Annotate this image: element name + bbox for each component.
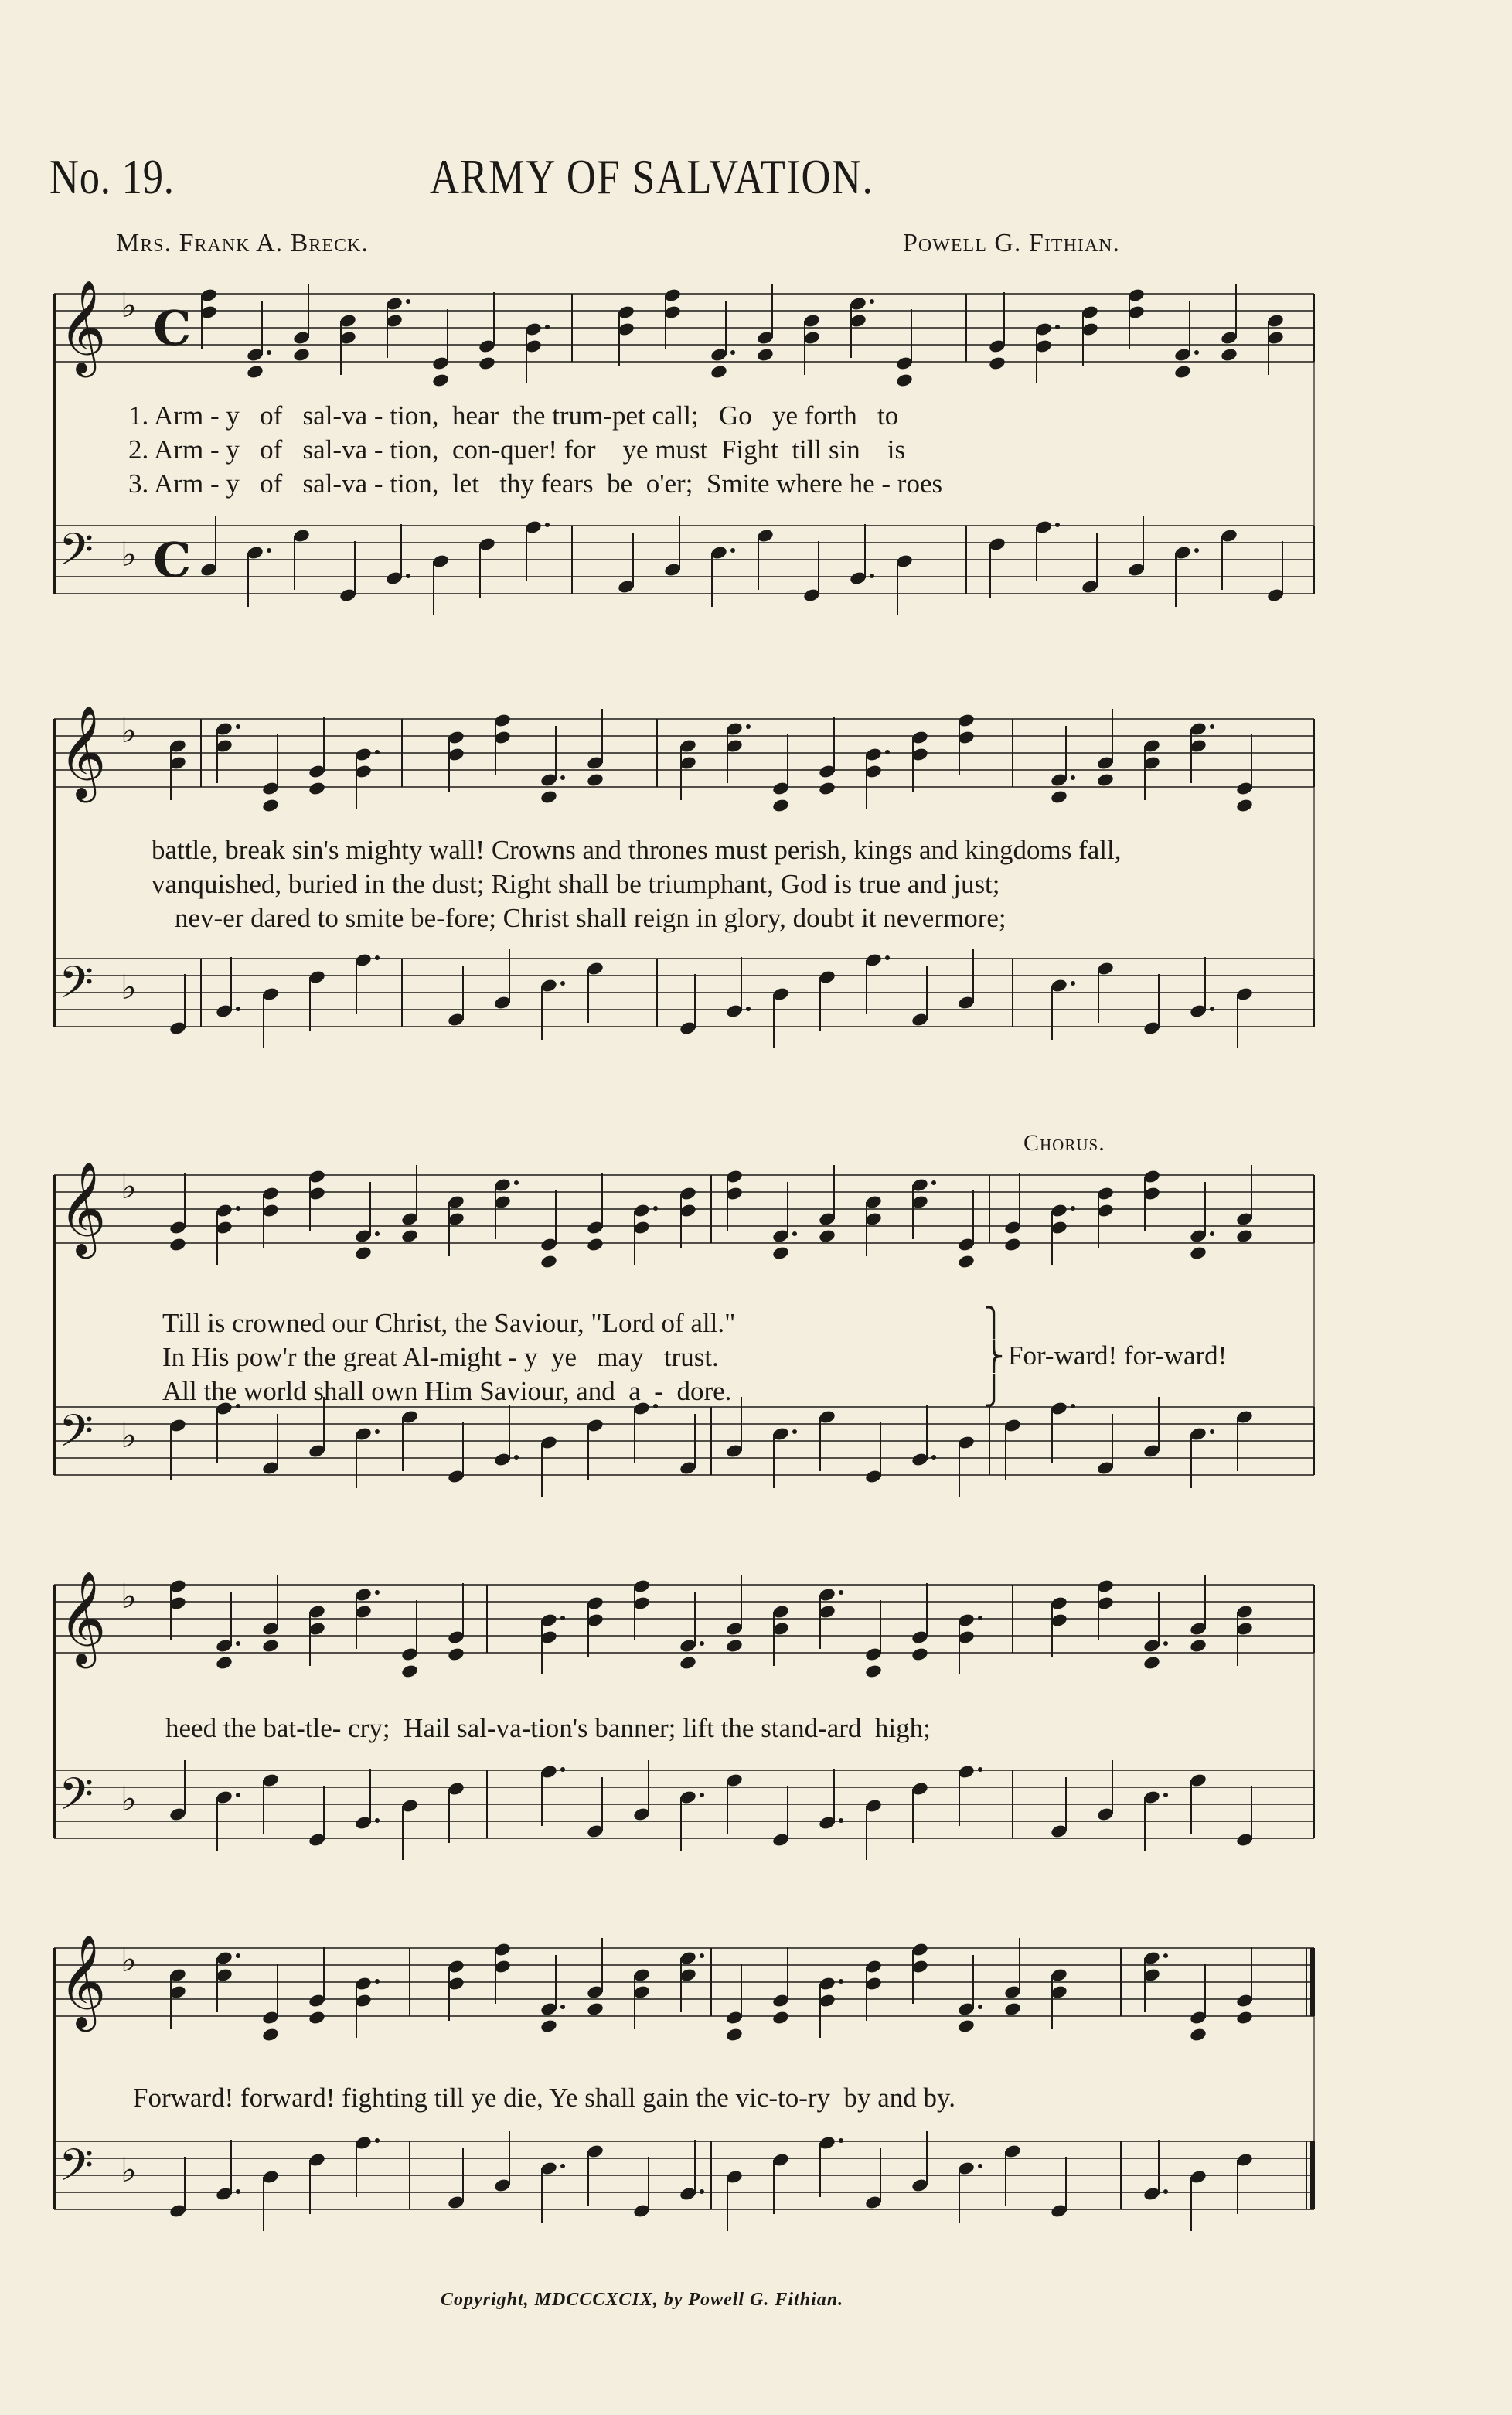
notehead-icon: [354, 1245, 373, 1261]
treble-clef-icon: 𝄞: [59, 704, 107, 799]
notehead-icon: [261, 798, 280, 813]
bass-clef-icon: 𝄢: [59, 2139, 94, 2202]
flat-icon: ♭: [121, 286, 137, 325]
notehead-icon: [215, 1655, 233, 1671]
notehead-icon: [771, 798, 790, 813]
notehead-icon: [1143, 1655, 1161, 1671]
hymn-title: ARMY OF SALVATION.: [430, 149, 874, 204]
dot-icon: [746, 1007, 751, 1011]
notehead-icon: [911, 1647, 929, 1662]
dot-icon: [1194, 350, 1199, 355]
dot-icon: [236, 1793, 240, 1797]
dot-icon: [1210, 1231, 1214, 1236]
dot-icon: [839, 2138, 843, 2143]
chorus-label: Chorus.: [1023, 1130, 1105, 1156]
notehead-icon: [725, 1638, 744, 1654]
dot-icon: [792, 1429, 797, 1434]
notehead-icon: [400, 1228, 419, 1244]
dot-icon: [978, 2005, 982, 2009]
notehead-icon: [771, 1245, 790, 1261]
treble-clef-icon: 𝄞: [59, 1160, 107, 1255]
flat-icon: ♭: [121, 535, 137, 574]
notehead-icon: [957, 2018, 976, 2034]
dot-icon: [1071, 981, 1075, 986]
dot-icon: [730, 548, 735, 553]
dot-icon: [236, 1641, 240, 1646]
lyric-line: All the world shall own Him Saviour, and a - dore.: [162, 1376, 732, 1406]
common-time-icon: C: [153, 532, 192, 588]
notehead-icon: [957, 1254, 976, 1269]
bass-clef-icon: 𝄢: [59, 1768, 94, 1831]
notehead-icon: [431, 373, 450, 388]
notehead-icon: [1050, 789, 1068, 805]
notehead-icon: [818, 781, 836, 796]
notehead-icon: [261, 1638, 280, 1654]
dot-icon: [514, 1455, 519, 1460]
lyric-line: nev-er dared to smite be-fore; Christ shall reign in glory, doubt it nevermore;: [175, 903, 1006, 933]
lyric-line: Forward! forward! fighting till ye die, Ye shall gain the vic-to-ry by and by.: [133, 2083, 956, 2113]
dot-icon: [700, 1641, 704, 1646]
dot-icon: [746, 724, 751, 729]
notehead-icon: [771, 2010, 790, 2025]
notehead-icon: [1189, 2027, 1207, 2042]
composer-credit: Powell G. Fithian.: [903, 229, 1120, 257]
dot-icon: [236, 1007, 240, 1011]
treble-clef-icon: 𝄞: [59, 1570, 107, 1664]
lyric-brace: ⎭: [983, 1375, 1004, 1406]
dot-icon: [375, 2138, 380, 2143]
dot-icon: [1071, 775, 1075, 780]
notehead-icon: [246, 364, 264, 380]
dot-icon: [700, 2189, 704, 2194]
dot-icon: [870, 299, 874, 304]
dot-icon: [545, 523, 550, 527]
notehead-icon: [1173, 364, 1192, 380]
dot-icon: [978, 1616, 982, 1620]
dot-icon: [1163, 2189, 1168, 2194]
bass-clef-icon: 𝄢: [59, 523, 94, 587]
notehead-icon: [988, 356, 1006, 371]
dot-icon: [236, 1953, 240, 1958]
dot-icon: [1210, 1429, 1214, 1434]
notehead-icon: [1235, 1228, 1254, 1244]
dot-icon: [375, 1429, 380, 1434]
treble-clef-icon: 𝄞: [59, 1933, 107, 2028]
dot-icon: [375, 1818, 380, 1823]
notehead-icon: [586, 1237, 604, 1252]
lyric-brace: ⎬: [983, 1341, 1004, 1372]
notehead-icon: [308, 2010, 326, 2025]
notehead-icon: [169, 1237, 187, 1252]
dot-icon: [375, 750, 380, 754]
dot-icon: [1163, 1641, 1168, 1646]
bass-clef-icon: 𝄢: [59, 956, 94, 1020]
notehead-icon: [586, 2001, 604, 2017]
lyric-line: Till is crowned our Christ, the Saviour, "Lord of all.": [162, 1308, 736, 1338]
dot-icon: [236, 1206, 240, 1211]
notehead-icon: [895, 373, 914, 388]
refrain-lyric: For-ward! for-ward!: [1008, 1340, 1228, 1371]
notehead-icon: [540, 2018, 558, 2034]
notehead-icon: [710, 364, 728, 380]
notehead-icon: [447, 1647, 465, 1662]
notehead-icon: [679, 1655, 697, 1671]
flat-icon: ♭: [121, 968, 137, 1007]
notehead-icon: [586, 772, 604, 788]
flat-icon: ♭: [121, 1780, 137, 1819]
notehead-icon: [308, 781, 326, 796]
dot-icon: [931, 1180, 936, 1185]
flat-icon: ♭: [121, 1167, 137, 1207]
notehead-icon: [725, 2027, 744, 2042]
notehead-icon: [1003, 2001, 1022, 2017]
dot-icon: [978, 2164, 982, 2168]
bass-clef-icon: 𝄢: [59, 1405, 94, 1468]
dot-icon: [236, 2189, 240, 2194]
dot-icon: [700, 1953, 704, 1958]
flat-icon: ♭: [121, 1940, 137, 1980]
dot-icon: [514, 1180, 519, 1185]
dot-icon: [1071, 1206, 1075, 1211]
dot-icon: [560, 775, 565, 780]
dot-icon: [730, 350, 735, 355]
lyric-line: vanquished, buried in the dust; Right shall be triumphant, God is true and just;: [152, 869, 1000, 899]
lyricist-credit: Mrs. Frank A. Breck.: [116, 229, 369, 257]
dot-icon: [931, 1455, 936, 1460]
lyric-line: In His pow'r the great Al-might - y ye may trust.: [162, 1342, 719, 1372]
dot-icon: [839, 1979, 843, 1984]
notehead-icon: [756, 347, 775, 363]
dot-icon: [560, 1616, 565, 1620]
lyric-line: 3. Arm - y of sal-va - tion, let thy fears be o'er; Smite where he - roes: [128, 468, 943, 499]
copyright-notice: Copyright, MDCCCXCIX, by Powell G. Fithian.: [441, 2290, 844, 2310]
notehead-icon: [540, 789, 558, 805]
notehead-icon: [1096, 772, 1115, 788]
dot-icon: [267, 350, 271, 355]
dot-icon: [267, 548, 271, 553]
dot-icon: [1071, 1404, 1075, 1408]
dot-icon: [792, 1231, 797, 1236]
dot-icon: [870, 574, 874, 578]
notehead-icon: [1220, 347, 1238, 363]
lyric-line: battle, break sin's mighty wall! Crowns and thrones must perish, kings and kingdoms fall,: [152, 835, 1122, 865]
dot-icon: [978, 1767, 982, 1772]
dot-icon: [1210, 1007, 1214, 1011]
flat-icon: ♭: [121, 2151, 137, 2190]
dot-icon: [1055, 325, 1060, 329]
notehead-icon: [818, 1228, 836, 1244]
lyric-line: 2. Arm - y of sal-va - tion, con-quer! for ye must Fight till sin is: [128, 434, 906, 465]
dot-icon: [375, 1979, 380, 1984]
notehead-icon: [1189, 1638, 1207, 1654]
dot-icon: [236, 724, 240, 729]
notehead-icon: [1189, 1245, 1207, 1261]
dot-icon: [1210, 724, 1214, 729]
lyric-brace: ⎫: [983, 1307, 1004, 1338]
notehead-icon: [864, 1664, 883, 1679]
dot-icon: [375, 1590, 380, 1595]
lyric-line: heed the bat-tle- cry; Hail sal-va-tion's banner; lift the stand-ard high;: [165, 1713, 931, 1743]
dot-icon: [839, 1818, 843, 1823]
notehead-icon: [478, 356, 496, 371]
dot-icon: [375, 955, 380, 960]
dot-icon: [406, 299, 410, 304]
dot-icon: [560, 981, 565, 986]
dot-icon: [1055, 523, 1060, 527]
dot-icon: [839, 1590, 843, 1595]
dot-icon: [560, 2164, 565, 2168]
dot-icon: [885, 955, 890, 960]
flat-icon: ♭: [121, 711, 137, 751]
dot-icon: [545, 325, 550, 329]
lyric-line: 1. Arm - y of sal-va - tion, hear the trum-pet call; Go ye forth to: [128, 400, 899, 431]
notehead-icon: [292, 347, 311, 363]
music-notation: [46, 278, 1322, 2257]
treble-clef-icon: 𝄞: [59, 279, 107, 373]
hymn-number: No. 19.: [49, 149, 175, 204]
notehead-icon: [1003, 1237, 1022, 1252]
dot-icon: [560, 2005, 565, 2009]
notehead-icon: [540, 1254, 558, 1269]
notehead-icon: [261, 2027, 280, 2042]
notehead-icon: [400, 1664, 419, 1679]
flat-icon: ♭: [121, 1577, 137, 1616]
dot-icon: [375, 1231, 380, 1236]
dot-icon: [1163, 1793, 1168, 1797]
dot-icon: [1194, 548, 1199, 553]
dot-icon: [653, 1206, 658, 1211]
dot-icon: [560, 1767, 565, 1772]
notehead-icon: [1235, 798, 1254, 813]
dot-icon: [406, 574, 410, 578]
dot-icon: [700, 1793, 704, 1797]
notehead-icon: [1235, 2010, 1254, 2025]
dot-icon: [1163, 1953, 1168, 1958]
dot-icon: [885, 750, 890, 754]
flat-icon: ♭: [121, 1416, 137, 1456]
common-time-icon: C: [153, 300, 192, 356]
